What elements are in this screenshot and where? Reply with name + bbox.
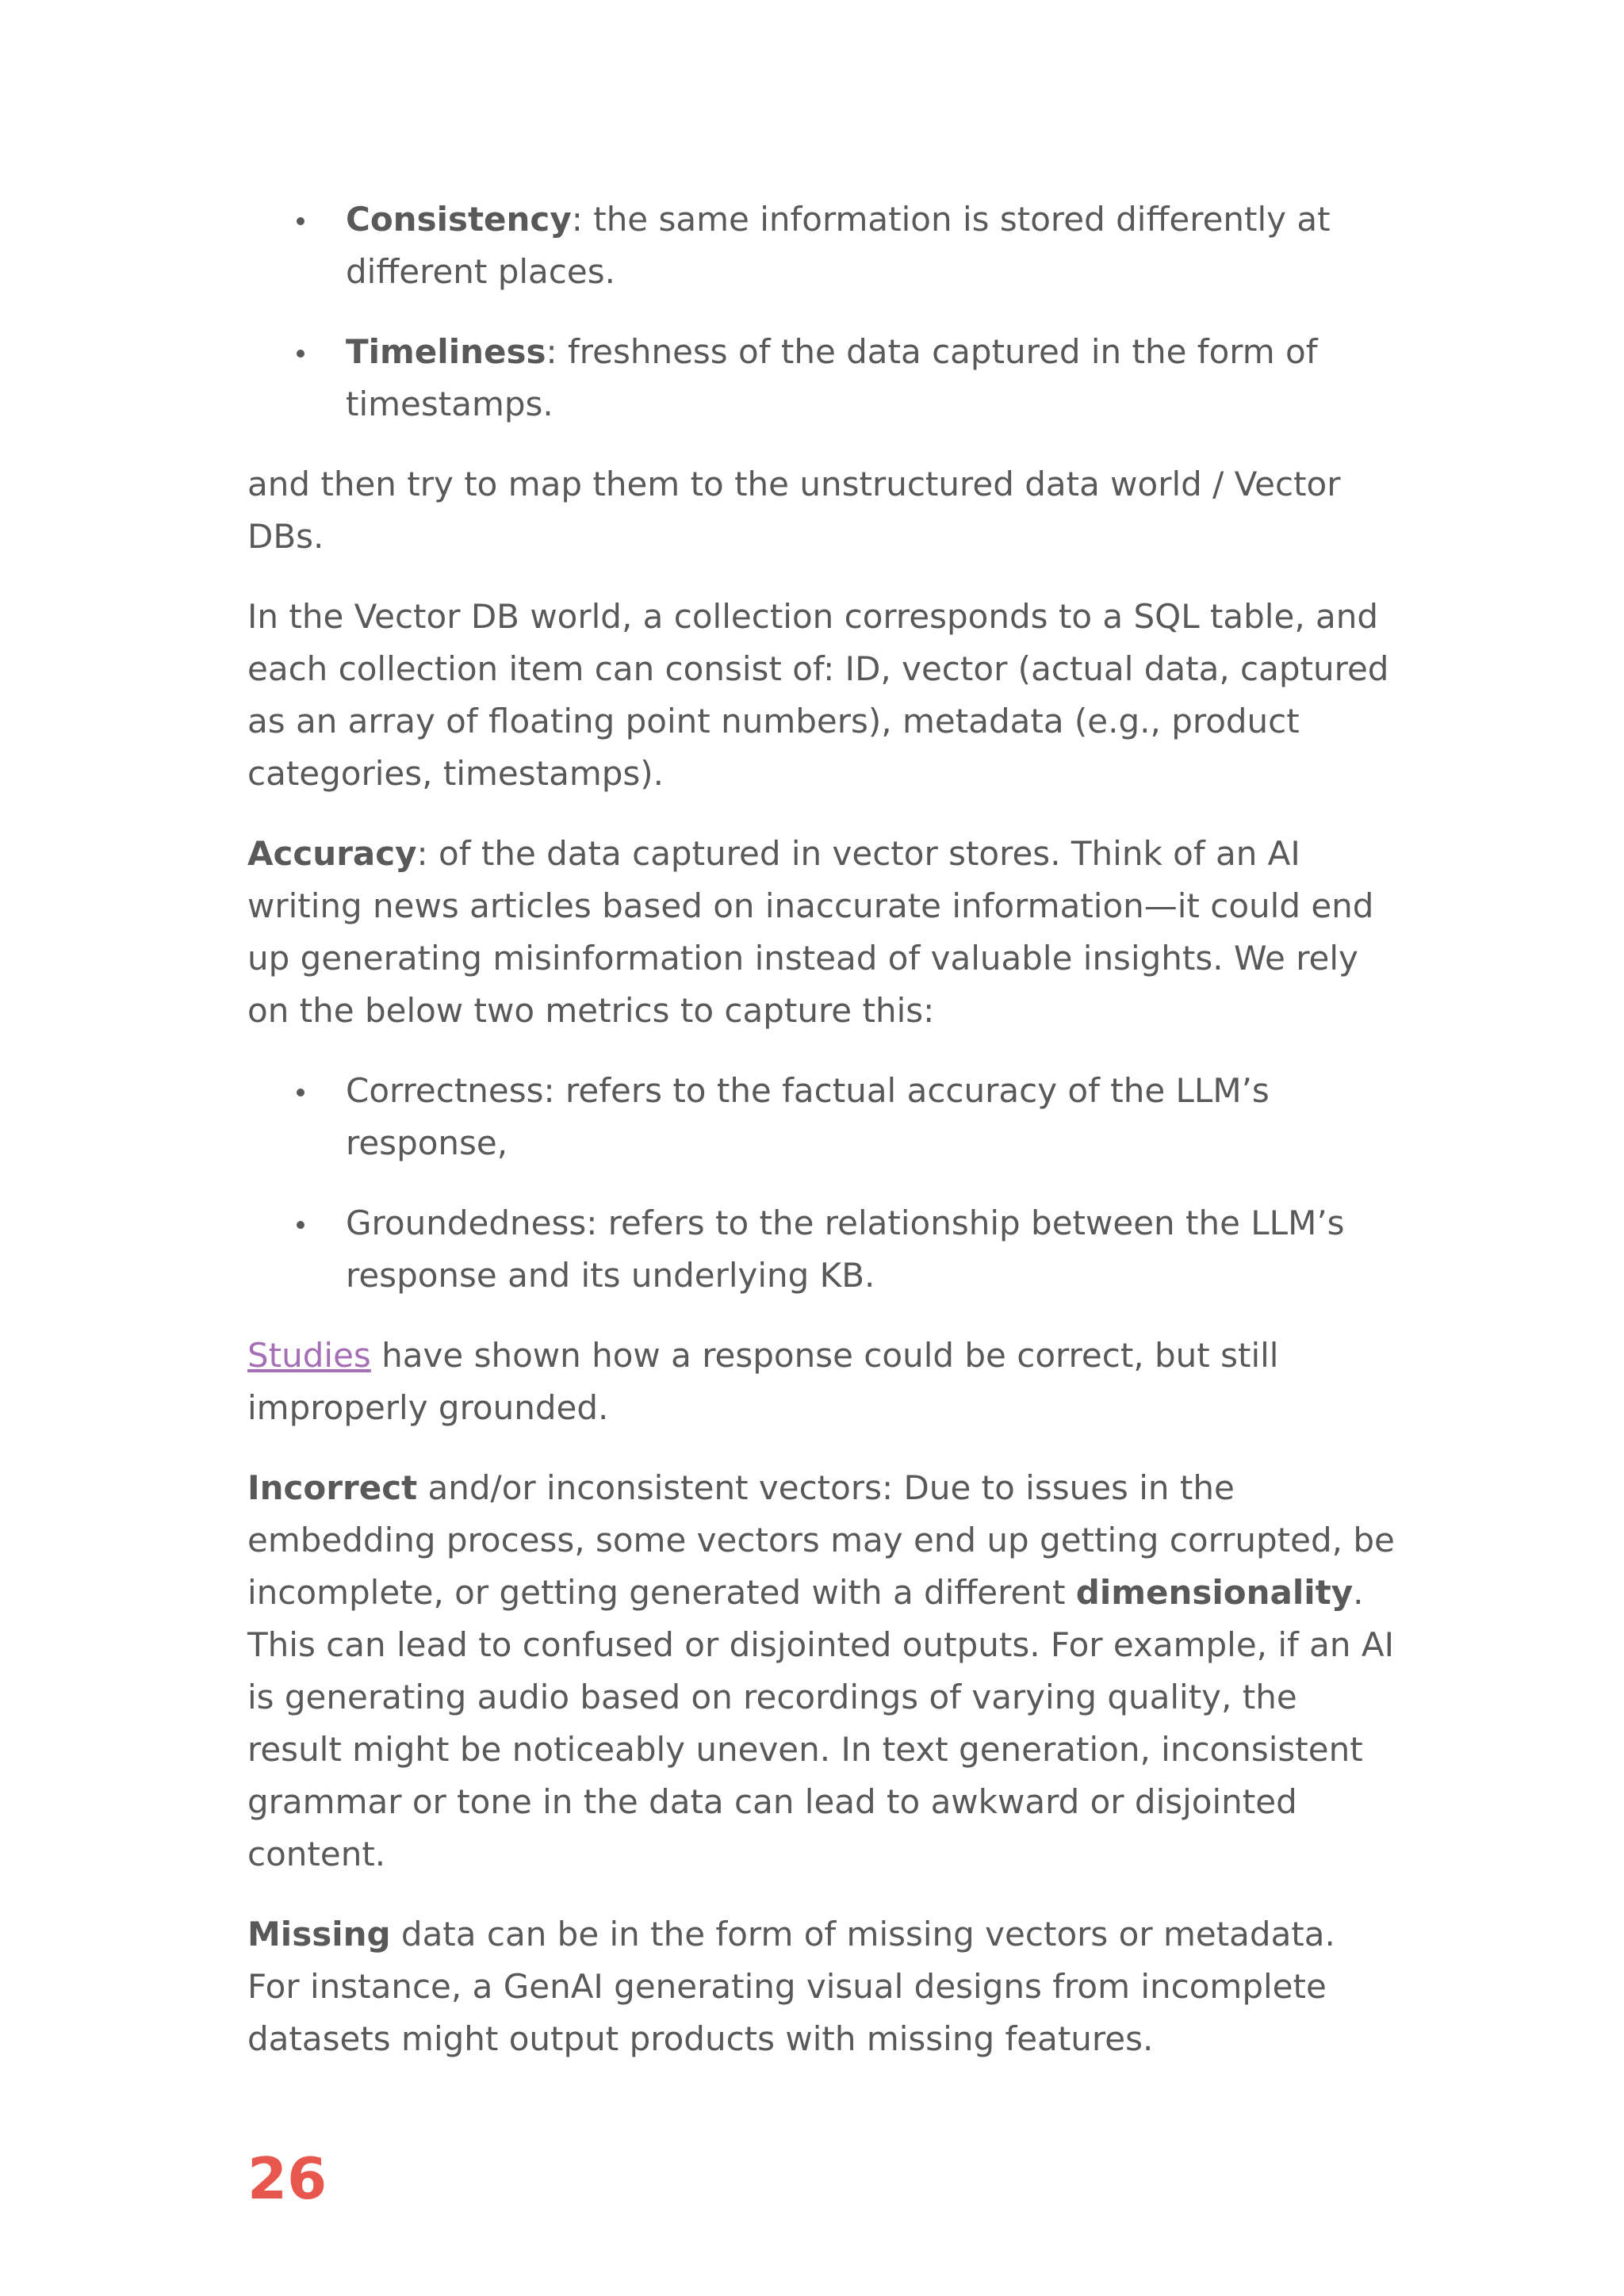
studies-link[interactable]: Studies <box>247 1336 371 1375</box>
accuracy-metrics-list <box>247 1065 1397 1302</box>
term-consistency: Consistency <box>346 200 572 239</box>
page-number: 26 <box>247 2145 327 2212</box>
bullet-icon <box>297 217 304 225</box>
paragraph-studies <box>247 1330 1397 1434</box>
term-dimensionality: dimensionality <box>1075 1573 1354 1612</box>
studies-text: have shown how a response could be correct, but still improperly grounded. <box>247 1336 1279 1427</box>
paragraph-incorrect <box>247 1462 1397 1881</box>
term-timeliness: Timeliness <box>346 332 546 371</box>
list-item <box>346 1197 1397 1302</box>
paragraph-map-to-vector-dbs: and then try to map them to the unstructured data world / Vector DBs. <box>247 465 1341 556</box>
paragraph-missing <box>247 1908 1397 2065</box>
accuracy-text: : of the data captured in vector stores. Think of an AI writing news articles based on inaccurate information—it could end up generating misinformation instead of valuable insights. We rely on the below two metrics to capture this: <box>247 834 1374 1030</box>
term-incorrect: Incorrect <box>247 1468 418 1507</box>
incorrect-text-before: and/or inconsistent vectors: Due to issues in the embedding process, some vectors may end up getting corrupted, be incomplete, or getting generated with a different <box>247 1468 1395 1612</box>
list-item <box>346 1065 1397 1169</box>
missing-text: data can be in the form of missing vectors or metadata. For instance, a GenAI generating visual designs from incomplete datasets might output products with missing features. <box>247 1915 1335 2058</box>
list-item <box>346 326 1397 430</box>
data-quality-dimensions-list <box>247 193 1397 430</box>
term-accuracy: Accuracy <box>247 834 417 873</box>
metric-groundedness: Groundedness: refers to the relationship between the LLM’s response and its underlying KB. <box>346 1203 1345 1295</box>
definition-consistency: : the same information is stored differently at different places. <box>346 200 1331 291</box>
definition-timeliness: : freshness of the data captured in the form of timestamps. <box>346 332 1318 423</box>
paragraph-accuracy <box>247 828 1397 1037</box>
page-content <box>247 193 1397 2093</box>
list-item <box>346 193 1397 298</box>
incorrect-text-after: . This can lead to confused or disjointed outputs. For example, if an AI is generating audio based on recordings of varying quality, the result might be noticeably uneven. In text generation, inconsistent grammar or tone in the data can lead to awkward or disjointed content. <box>247 1573 1394 1873</box>
metric-correctness: Correctness: refers to the factual accuracy of the LLM’s response, <box>346 1071 1270 1162</box>
bullet-icon <box>297 350 304 358</box>
bullet-icon <box>297 1221 304 1229</box>
paragraph-vector-db-world: In the Vector DB world, a collection corresponds to a SQL table, and each collection item can consist of: ID, vector (actual data, captured as an array of floating point numbers), metadata (e.g., product categories, timestamps). <box>247 597 1389 793</box>
bullet-icon <box>297 1089 304 1096</box>
term-missing: Missing <box>247 1915 391 1954</box>
